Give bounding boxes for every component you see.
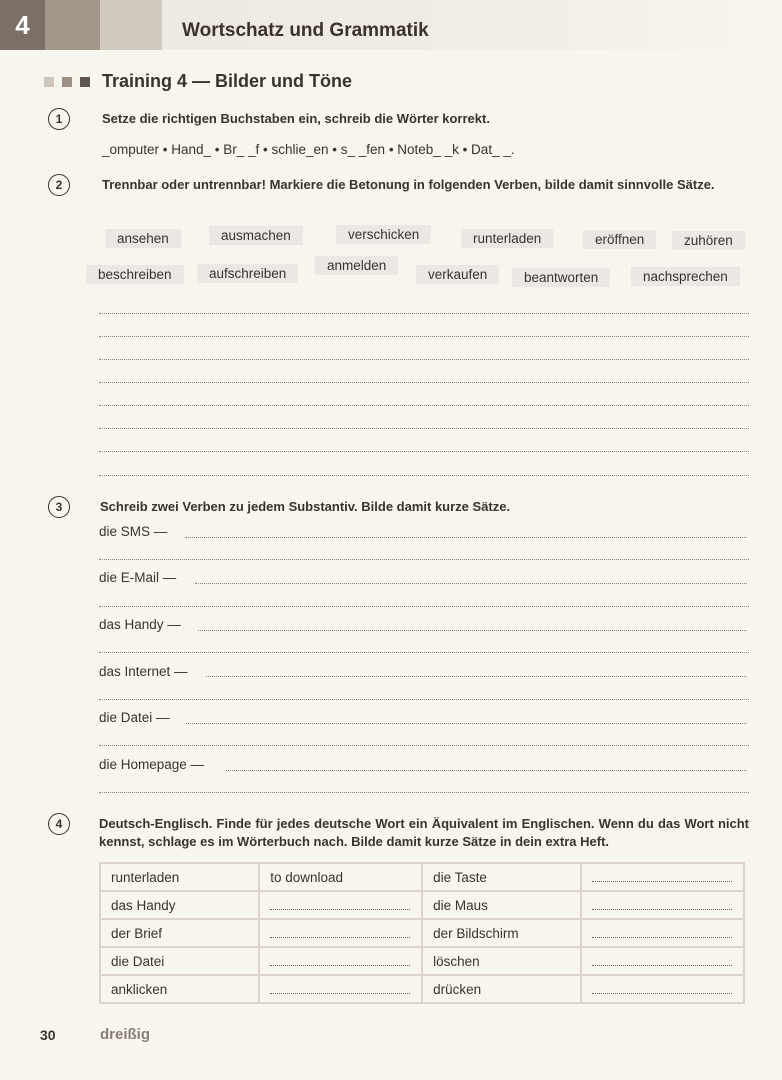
exercise-number: 1 [48, 108, 70, 130]
verb-chip: aufschreiben [197, 264, 298, 283]
answer-line[interactable] [592, 929, 732, 938]
answer-cell[interactable] [259, 919, 422, 947]
table-cell: der Bildschirm [422, 919, 581, 947]
noun-label: die SMS — [99, 524, 168, 539]
answer-line[interactable] [592, 985, 732, 994]
table-cell: runterladen [100, 863, 259, 891]
answer-line[interactable] [270, 985, 410, 994]
verb-chip: runterladen [461, 229, 553, 248]
verb-chip: zuhören [672, 231, 745, 250]
answer-line[interactable] [592, 957, 732, 966]
answer-cell[interactable] [259, 891, 422, 919]
noun-label: die E-Mail — [99, 570, 177, 585]
exercise-instruction: Setze die richtigen Buchstaben ein, schreib die Wörter korrekt. [102, 111, 490, 126]
writing-line[interactable] [99, 792, 749, 793]
table-cell: der Brief [100, 919, 259, 947]
answer-line[interactable] [270, 929, 410, 938]
exercise-instruction: Deutsch-Englisch. Finde für jedes deutsche Wort ein Äquivalent im Englischen. Wenn du das Wort nicht kennst, schlage es im Wörterbuch nach. Bilde damit kurze Sätze in dein extra Heft. [99, 816, 749, 849]
writing-line[interactable] [186, 723, 747, 724]
writing-line[interactable] [99, 652, 749, 653]
writing-line[interactable] [185, 537, 747, 538]
verb-chip: nachsprechen [631, 267, 740, 286]
verb-chip: anmelden [315, 256, 398, 275]
header-decoration [100, 0, 162, 50]
page-number: 30 [40, 1027, 56, 1043]
exercise-number: 4 [48, 813, 70, 835]
vocabulary-table [99, 862, 745, 1004]
exercise-instruction: Schreib zwei Verben zu jedem Substantiv. Bilde damit kurze Sätze. [100, 499, 511, 514]
square-icon [80, 77, 90, 87]
table-cell: löschen [422, 947, 581, 975]
answer-line[interactable] [592, 873, 732, 882]
writing-line[interactable] [99, 699, 749, 700]
table-row [100, 947, 744, 975]
chapter-number: 4 [0, 0, 45, 50]
writing-line[interactable] [99, 606, 749, 607]
writing-line[interactable] [99, 428, 749, 429]
writing-line[interactable] [99, 405, 749, 406]
writing-line[interactable] [99, 475, 749, 476]
verb-chip: beantworten [512, 268, 610, 287]
verb-chip: eröffnen [583, 230, 656, 249]
answer-cell[interactable] [259, 975, 422, 1003]
exercise-number: 3 [48, 496, 70, 518]
noun-label: das Handy — [99, 617, 181, 632]
verb-chip: verschicken [336, 225, 431, 244]
table-row [100, 975, 744, 1003]
answer-cell[interactable] [581, 975, 744, 1003]
answer-cell[interactable] [581, 919, 744, 947]
noun-label: das Internet — [99, 664, 188, 679]
table-cell: drücken [422, 975, 581, 1003]
answer-line[interactable] [270, 901, 410, 910]
answer-line[interactable] [592, 901, 732, 910]
writing-line[interactable] [99, 559, 749, 560]
section-title: Training 4 — Bilder und Töne [102, 71, 353, 91]
writing-line[interactable] [99, 382, 749, 383]
header-decoration [45, 0, 100, 50]
writing-line[interactable] [99, 313, 749, 314]
exercise-number: 2 [48, 174, 70, 196]
verb-chip: verkaufen [416, 265, 499, 284]
table-cell: die Taste [422, 863, 581, 891]
writing-line[interactable] [99, 336, 749, 337]
table-cell: die Maus [422, 891, 581, 919]
writing-line[interactable] [99, 745, 749, 746]
writing-line[interactable] [198, 630, 747, 631]
writing-line[interactable] [99, 359, 749, 360]
table-row [100, 919, 744, 947]
square-icon [44, 77, 54, 87]
writing-line[interactable] [99, 451, 749, 452]
noun-label: die Datei — [99, 710, 170, 725]
exercise-text: _omputer • Hand_ • Br_ _f • schlie_en • s_ _fen • Noteb_ _k • Dat_ _. [102, 142, 515, 157]
exercise-instruction: Trennbar oder untrennbar! Markiere die Betonung in folgenden Verben, bilde damit sinnvolle Sätze. [102, 177, 715, 192]
header-title: Wortschatz und Grammatik [182, 20, 429, 41]
square-icon [62, 77, 72, 87]
answer-cell[interactable] [581, 863, 744, 891]
answer-cell[interactable] [581, 891, 744, 919]
verb-chip: ausmachen [209, 226, 303, 245]
writing-line[interactable] [206, 676, 747, 677]
writing-line[interactable] [226, 770, 747, 771]
page-word: dreißig [100, 1026, 151, 1043]
table-cell: das Handy [100, 891, 259, 919]
table-cell: anklicken [100, 975, 259, 1003]
answer-line[interactable] [270, 957, 410, 966]
noun-label: die Homepage — [99, 757, 205, 772]
answer-cell[interactable] [581, 947, 744, 975]
table-row [100, 863, 744, 891]
table-row [100, 891, 744, 919]
verb-chip: beschreiben [86, 265, 184, 284]
answer-cell[interactable] [259, 947, 422, 975]
writing-line[interactable] [195, 583, 747, 584]
table-cell: die Datei [100, 947, 259, 975]
verb-chip: ansehen [105, 229, 181, 248]
table-cell: to download [259, 863, 422, 891]
